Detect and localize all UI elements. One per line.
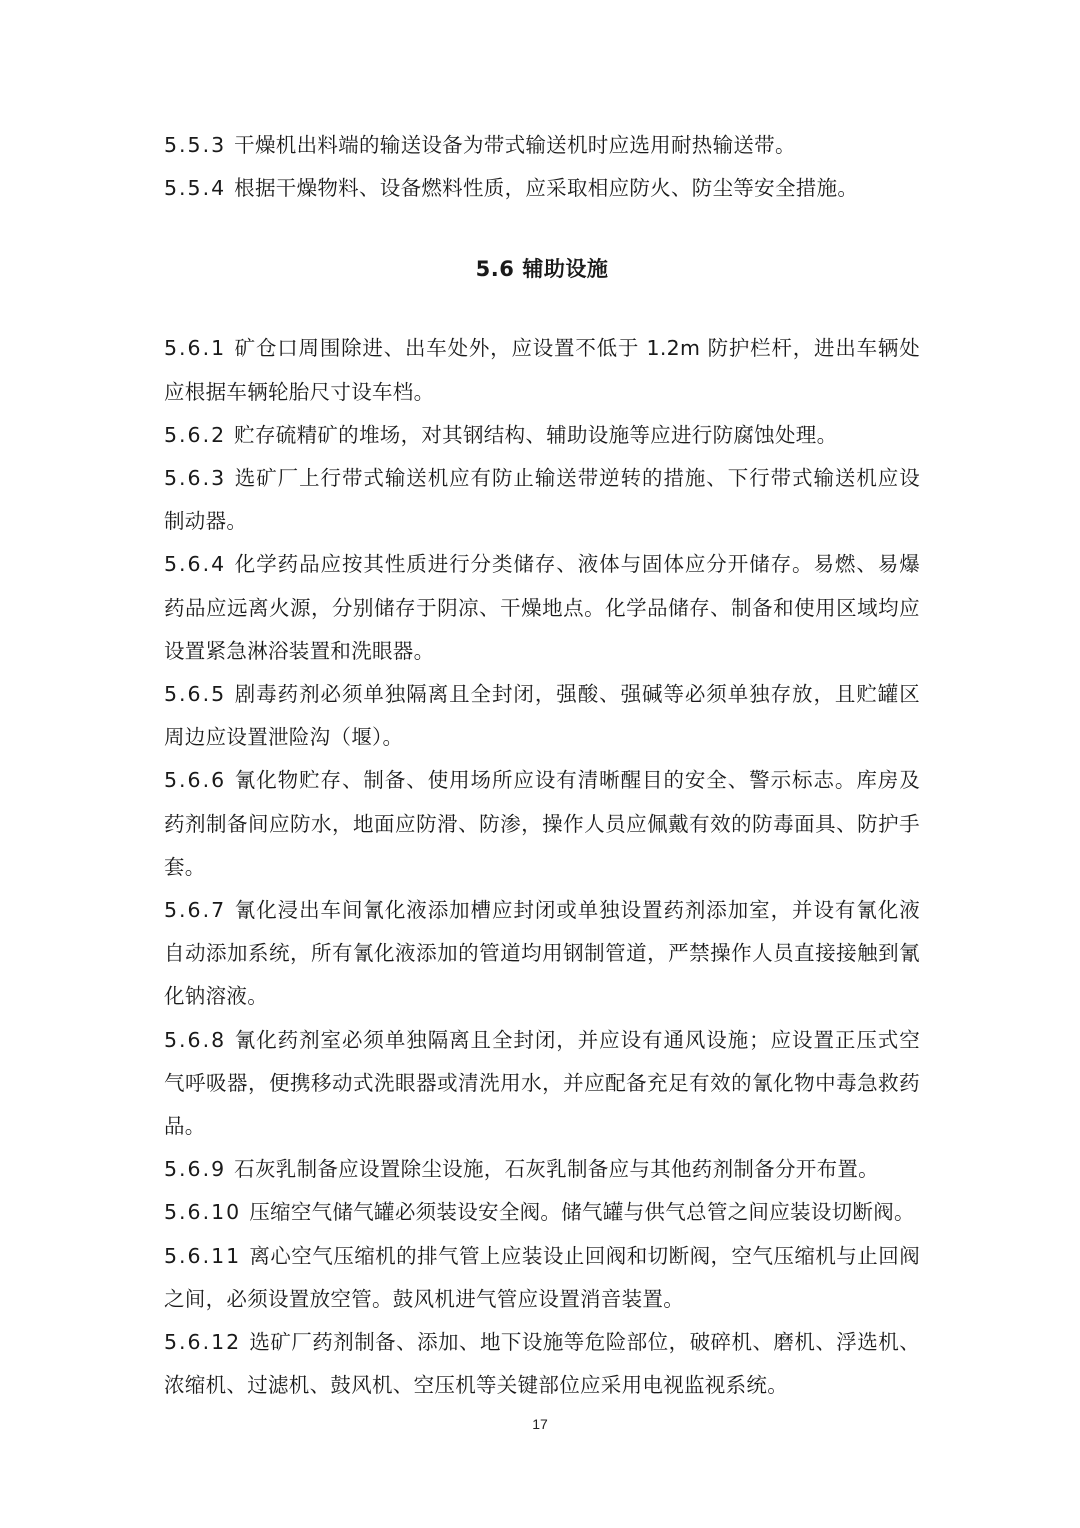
clause-number: 5.5.3 [164, 133, 227, 157]
clause-number: 5.6.2 [164, 422, 227, 447]
clause-5-6-8 [164, 1019, 920, 1149]
clause-number: 5.6.12 [164, 1330, 242, 1355]
clause-5-6-10 [164, 1191, 920, 1234]
clause-text: 化学药品应按其性质进行分类储存、液体与固体应分开储存。易燃、易爆药品应远离火源，分别储存于阴凉、干燥地点。化学品储存、制备和使用区域均应设置紧急淋浴装置和洗眼器。 [164, 552, 920, 663]
clause-text: 干燥机出料端的输送设备为带式输送机时应选用耐热输送带。 [234, 133, 796, 157]
clause-number: 5.6.1 [164, 336, 227, 361]
clause-5-6-2 [164, 414, 920, 457]
clause-5-6-3 [164, 457, 920, 543]
clause-number: 5.6.7 [164, 898, 227, 923]
clause-number: 5.6.11 [164, 1243, 242, 1268]
clause-number: 5.6.10 [164, 1200, 242, 1225]
section-number: 5.6 [475, 257, 515, 282]
clause-5-6-9 [164, 1148, 920, 1191]
clause-5-6-11 [164, 1235, 920, 1321]
clause-text: 选矿厂药剂制备、添加、地下设施等危险部位，破碎机、磨机、浮选机、浓缩机、过滤机、鼓风机、空压机等关键部位应采用电视监视系统。 [164, 1330, 920, 1398]
clause-text: 贮存硫精矿的堆场，对其钢结构、辅助设施等应进行防腐蚀处理。 [234, 422, 838, 447]
clause-5-5-4 [164, 167, 920, 210]
clause-text: 压缩空气储气罐必须装设安全阀。储气罐与供气总管之间应装设切断阀。 [249, 1200, 915, 1225]
clause-number: 5.6.3 [164, 466, 227, 491]
clause-5-6-12 [164, 1321, 920, 1407]
clause-5-6-1 [164, 327, 920, 413]
clause-text: 石灰乳制备应设置除尘设施，石灰乳制备应与其他药剂制备分开布置。 [234, 1157, 879, 1182]
clause-number: 5.6.4 [164, 552, 227, 577]
clause-text: 氰化物贮存、制备、使用场所应设有清晰醒目的安全、警示标志。库房及药剂制备间应防水，地面应防滑、防渗，操作人员应佩戴有效的防毒面具、防护手套。 [164, 768, 920, 879]
clause-number: 5.6.9 [164, 1157, 227, 1182]
clause-text: 剧毒药剂必须单独隔离且全封闭，强酸、强碱等必须单独存放，且贮罐区周边应设置泄险沟（堰）。 [164, 682, 920, 750]
clause-5-6-7 [164, 889, 920, 1019]
page-content [164, 124, 920, 1407]
clause-number: 5.6.8 [164, 1027, 227, 1052]
clause-number: 5.6.6 [164, 768, 227, 793]
clause-text: 矿仓口周围除进、出车处外，应设置不低于 1.2m 防护栏杆，进出车辆处应根据车辆轮胎尺寸设车档。 [164, 336, 920, 404]
clause-text: 氰化药剂室必须单独隔离且全封闭，并应设有通风设施；应设置正压式空气呼吸器，便携移动式洗眼器或清洗用水，并应配备充足有效的氰化物中毒急救药品。 [164, 1027, 920, 1139]
clause-number: 5.5.4 [164, 176, 227, 201]
clause-text: 离心空气压缩机的排气管上应装设止回阀和切断阀，空气压缩机与止回阀之间，必须设置放空管。鼓风机进气管应设置消音装置。 [164, 1243, 920, 1311]
clause-5-5-3 [164, 124, 920, 167]
clause-text: 选矿厂上行带式输送机应有防止输送带逆转的措施、下行带式输送机应设制动器。 [164, 466, 920, 534]
section-heading [164, 248, 920, 291]
clause-text: 氰化浸出车间氰化液添加槽应封闭或单独设置药剂添加室，并设有氰化液自动添加系统，所有氰化液添加的管道均用钢制管道，严禁操作人员直接接触到氰化钠溶液。 [164, 898, 920, 1009]
clause-5-6-4 [164, 543, 920, 673]
clause-number: 5.6.5 [164, 682, 227, 707]
clause-text: 根据干燥物料、设备燃料性质，应采取相应防火、防尘等安全措施。 [234, 176, 859, 201]
clause-5-6-5 [164, 673, 920, 759]
section-title: 辅助设施 [522, 257, 609, 282]
page-number: 17 [532, 1416, 548, 1432]
clause-5-6-6 [164, 759, 920, 889]
